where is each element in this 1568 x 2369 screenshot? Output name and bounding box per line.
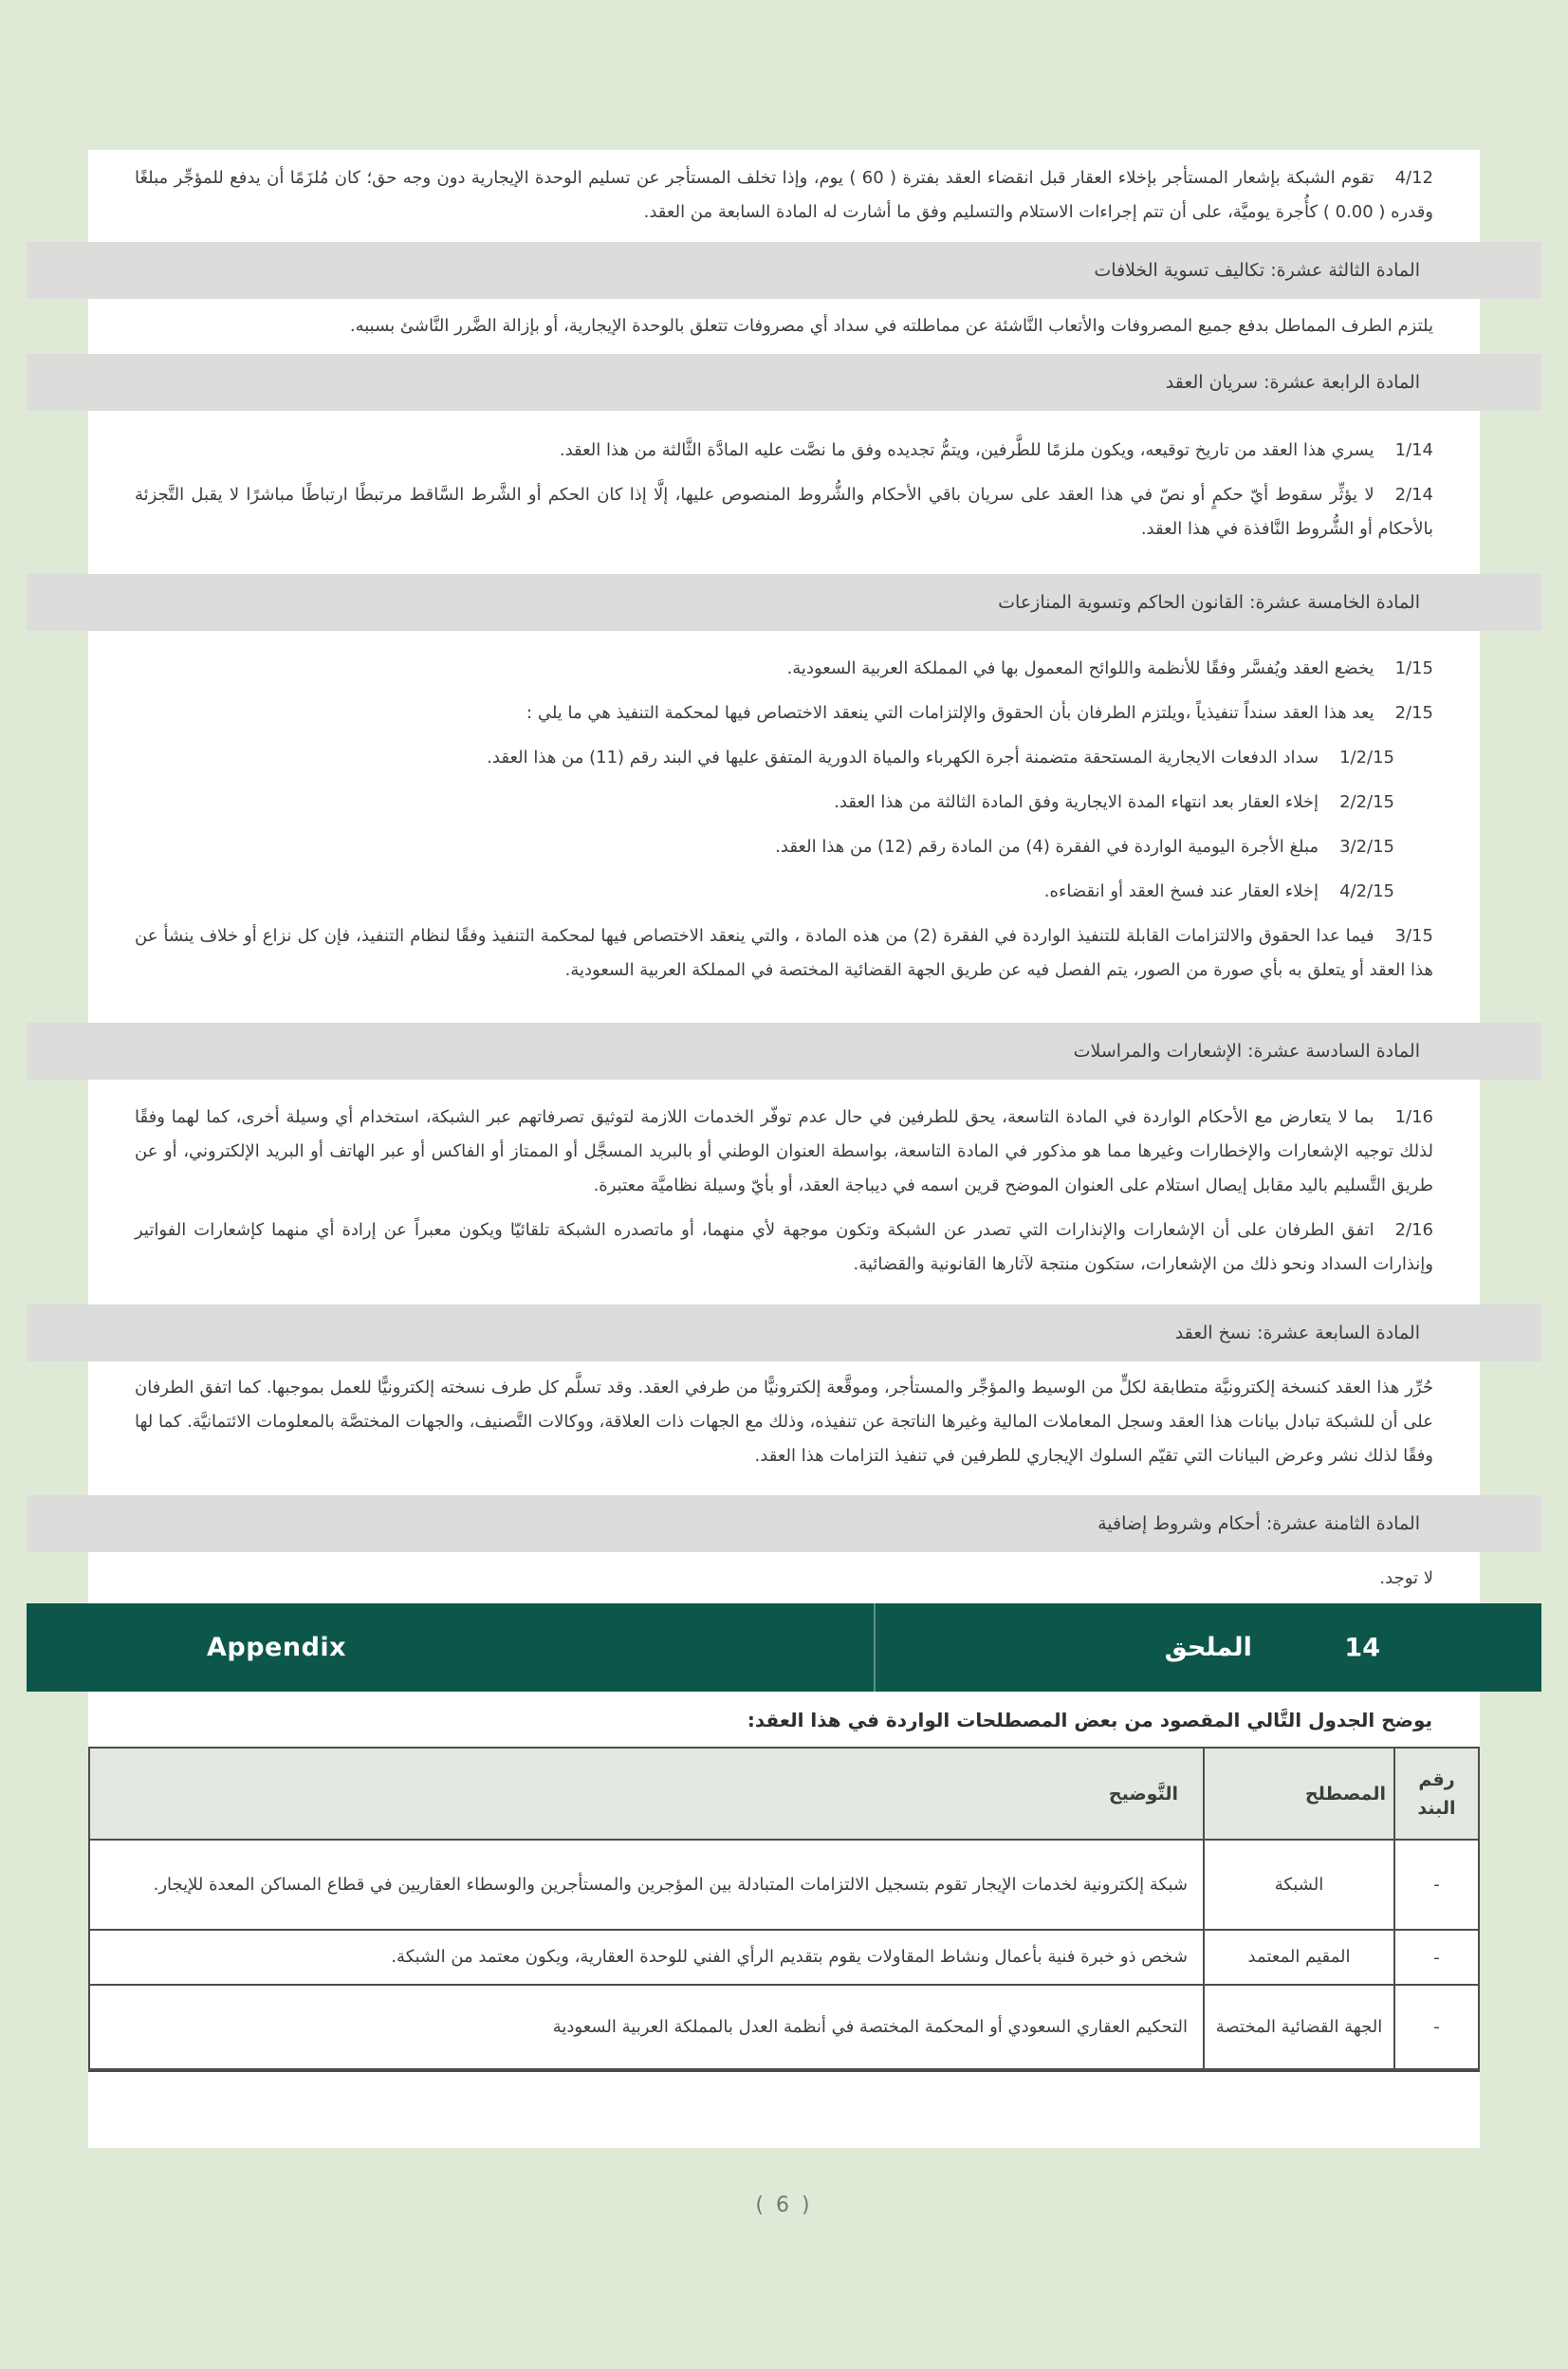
article-14-title: المادة الرابعة عشرة: سريان العقد — [1165, 372, 1420, 393]
clause-text: يسري هذا العقد من تاريخ توقيعه، ويكون ملزمًا للطَّرفين، ويتمُّ تجديده وفق ما نصَّت عليه المادَّة الثَّالثة من هذا العقد. — [559, 440, 1374, 460]
article-13-body-block — [88, 299, 1480, 354]
article-14-body-block — [88, 411, 1480, 574]
clause-number: 4/12 — [1394, 168, 1433, 188]
article-18-title: المادة الثامنة عشرة: أحكام وشروط إضافية — [1098, 1513, 1420, 1534]
clause-1-14 — [88, 434, 1480, 468]
cell-term: الشبكة — [1204, 1840, 1394, 1930]
article-17-title-bar — [27, 1305, 1541, 1361]
clause-1-16 — [88, 1101, 1480, 1203]
appendix-number: 14 — [1344, 1633, 1380, 1662]
article-17-body: حُرِّر هذا العقد كنسخة إلكترونيَّة متطابقة لكلٍّ من الوسيط والمؤجِّر والمستأجر، وموقَّعة إلكترونيًّا من طرفي العقد. وقد تسلَّم كل طرف نسخته إلكترونيًّا للعمل بموجبها. كما اتفق الطرفان على أن للشبكة تبادل بيانات هذا العقد وسجل المعاملات المالية وغيرها الناتجة عن تنفيذه، وذلك مع الجهات ذات العلاقة، ووكالات التَّصنيف، والجهات المختصَّة بالمعلومات الائتمانيَّة. كما لها وفقًا لذلك نشر وعرض البيانات التي تقيّم السلوك الإيجاري للطرفين في تنفيذ التزامات هذا العقد. — [135, 1378, 1433, 1466]
contract-document — [27, 150, 1541, 2148]
clause-number: 1/2/15 — [1339, 748, 1394, 768]
article-13-body: يلتزم الطرف المماطل بدفع جميع المصروفات والأتعاب النَّاشئة عن مماطلته في سداد أي مصروفات تتعلق بالوحدة الإيجارية، أو بإزالة الضَّرر النَّاشئ بسببه. — [349, 316, 1433, 336]
clause-text: يخضع العقد ويُفسَّر وفقًا للأنظمة واللوائح المعمول بها في المملكة العربية السعودية. — [786, 658, 1374, 678]
table-row — [89, 1985, 1479, 2070]
glossary-header-row — [89, 1748, 1479, 1840]
clause-number: 2/15 — [1394, 703, 1433, 723]
cell-item-no: - — [1394, 1930, 1479, 1985]
clause-text: إخلاء العقار عند فسخ العقد أو انقضاءه. — [1043, 881, 1319, 901]
clause-3-2-15 — [88, 830, 1480, 864]
clause-number: 4/2/15 — [1339, 881, 1394, 901]
clause-number: 2/16 — [1394, 1220, 1433, 1240]
cell-explanation: شخص ذو خبرة فنية بأعمال ونشاط المقاولات يقوم بتقديم الرأي الفني للوحدة العقارية، ويكون معتمد من الشبكة. — [89, 1930, 1204, 1985]
clause-2-2-15 — [88, 786, 1480, 820]
cell-explanation: التحكيم العقاري السعودي أو المحكمة المختصة في أنظمة العدل بالمملكة العربية السعودية — [89, 1985, 1204, 2070]
clause-text: يعد هذا العقد سنداً تنفيذياً ،ويلتزم الطرفان بأن الحقوق والإلتزامات التي ينعقد الاختصاص فيها لمحكمة التنفيذ هي ما يلي : — [526, 703, 1374, 723]
clause-number: 1/16 — [1394, 1107, 1433, 1127]
appendix-title-english: Appendix — [207, 1633, 347, 1662]
clause-text: فيما عدا الحقوق والالتزامات القابلة للتنفيذ الواردة في الفقرة (2) من هذه المادة ، والتي ينعقد الاختصاص فيها لمحكمة التنفيذ وفقًا لنظام التنفيذ، فإن كل نزاع أو خلاف ينشأ عن هذا العقد أو يتعلق به بأي صورة من الصور، يتم الفصل فيه عن طريق الجهة القضائية المختصة في المملكة العربية السعودية. — [135, 926, 1433, 980]
clause-number: 1/14 — [1394, 440, 1433, 460]
clause-text: إخلاء العقار بعد انتهاء المدة الايجارية وفق المادة الثالثة من هذا العقد. — [834, 792, 1319, 812]
clause-3-15 — [88, 919, 1480, 988]
cell-term: الجهة القضائية المختصة — [1204, 1985, 1394, 2070]
article-17-title: المادة السابعة عشرة: نسخ العقد — [1174, 1323, 1420, 1343]
clause-number: 2/14 — [1394, 485, 1433, 505]
article-16-title: المادة السادسة عشرة: الإشعارات والمراسلات — [1073, 1041, 1420, 1062]
clause-4-12 — [88, 161, 1480, 230]
appendix-body-block — [88, 1692, 1480, 2148]
cell-item-no: - — [1394, 1985, 1479, 2070]
column-header-term: المصطلح — [1204, 1748, 1394, 1840]
clause-text: سداد الدفعات الايجارية المستحقة متضمنة أجرة الكهرباء والمياة الدورية المتفق عليها في البند رقم (11) من هذا العقد. — [487, 748, 1319, 768]
clause-1-2-15 — [88, 741, 1480, 775]
article-13-title-bar — [27, 242, 1541, 299]
clause-text: لا يؤثِّر سقوط أيّ حكمٍ أو نصّ في هذا العقد على سريان باقي الأحكام والشُّروط المنصوص عليها، إلَّا إذا كان الحكم أو الشَّرط السَّاقط مرتبطًا ارتباطًا مباشرًا لا يقبل التَّجزئة بالأحكام أو الشُّروط النَّافذة في هذا العقد. — [135, 485, 1433, 539]
article-17-body-block — [88, 1361, 1480, 1495]
article-15-title: المادة الخامسة عشرة: القانون الحاكم وتسوية المنازعات — [998, 592, 1420, 613]
article-13-title: المادة الثالثة عشرة: تكاليف تسوية الخلافات — [1094, 260, 1420, 281]
appendix-title-arabic: الملحق — [1164, 1633, 1252, 1662]
table-row — [89, 1930, 1479, 1985]
column-header-item-no: رقم البند — [1394, 1748, 1479, 1840]
clause-block-4-12 — [88, 150, 1480, 242]
appendix-header-english-cell — [27, 1603, 874, 1692]
article-16-title-bar — [27, 1023, 1541, 1080]
clause-number: 3/15 — [1394, 926, 1433, 946]
clause-number: 1/15 — [1394, 658, 1433, 678]
article-16-body-block — [88, 1080, 1480, 1305]
clause-2-15 — [88, 696, 1480, 731]
appendix-header-bar — [27, 1603, 1541, 1692]
cell-item-no: - — [1394, 1840, 1479, 1930]
clause-number: 3/2/15 — [1339, 837, 1394, 857]
clause-text: مبلغ الأجرة اليومية الواردة في الفقرة (4) من المادة رقم (12) من هذا العقد. — [775, 837, 1319, 857]
table-row — [89, 1840, 1479, 1930]
appendix-header-arabic-cell — [874, 1603, 1542, 1692]
clause-number: 2/2/15 — [1339, 792, 1394, 812]
article-14-title-bar — [27, 354, 1541, 411]
article-15-body-block — [88, 631, 1480, 1023]
clause-2-14 — [88, 478, 1480, 546]
contract-page — [0, 150, 1568, 2369]
article-18-title-bar — [27, 1495, 1541, 1552]
clause-text: اتفق الطرفان على أن الإشعارات والإنذارات التي تصدر عن الشبكة وتكون موجهة لأي منهما، أو ماتصدره الشبكة تلقائيّا ويكون معبراً عن إرادة أي منهما كإشعارات الفواتير وإنذارات السداد ونحو ذلك من الإشعارات، ستكون منتجة لآثارها القانونية والقضائية. — [135, 1220, 1433, 1274]
clause-2-16 — [88, 1213, 1480, 1282]
cell-explanation: شبكة إلكترونية لخدمات الإيجار تقوم بتسجيل الالتزامات المتبادلة بين المؤجرين والمستأجرين والوسطاء العقاريين في قطاع المساكن المعدة للإيجار. — [89, 1840, 1204, 1930]
column-header-explanation: التَّوضيح — [89, 1748, 1204, 1840]
clause-text: تقوم الشبكة بإشعار المستأجر بإخلاء العقار قبل انقضاء العقد بفترة ( 60 ) يوم، وإذا تخلف المستأجر عن تسليم الوحدة الإيجارية دون وجه حق؛ كان مُلزَمًا أن يدفع للمؤجِّر مبلغًا وقدره ( 0.00 ) كأُجرة يوميَّة، على أن تتم إجراءات الاستلام والتسليم وفق ما أشارت له المادة السابعة من العقد. — [135, 168, 1433, 222]
article-18-body: لا توجد. — [1379, 1567, 1433, 1588]
clause-4-2-15 — [88, 875, 1480, 909]
appendix-intro-text: يوضح الجدول التَّالي المقصود من بعض المصطلحات الواردة في هذا العقد: — [747, 1709, 1432, 1731]
page-number: ( 6 ) — [755, 2193, 813, 2217]
glossary-table — [88, 1747, 1480, 2072]
article-15-title-bar — [27, 574, 1541, 631]
article-18-body-block — [88, 1552, 1480, 1603]
cell-term: المقيم المعتمد — [1204, 1930, 1394, 1985]
clause-text: بما لا يتعارض مع الأحكام الواردة في المادة التاسعة، يحق للطرفين في حال عدم توفّر الخدمات اللازمة لتوثيق تصرفاتهم عبر الشبكة، استخدام أي وسيلة أخرى، كما لهما وفقًا لذلك توجيه الإشعارات والإخطارات وغيرها مما هو مذكور في المادة التاسعة، بواسطة العنوان الوطني أو بالبريد المسجَّل أو الممتاز أو الفاكس أو عبر الهاتف أو البريد الإلكتروني، أو عن طريق التَّسليم باليد مقابل إيصال استلام على العنوان الموضح قرين اسمه في ديباجة العقد، أو بأيّ وسيلة نظاميَّة معتبرة. — [135, 1107, 1433, 1195]
clause-1-15 — [88, 652, 1480, 686]
